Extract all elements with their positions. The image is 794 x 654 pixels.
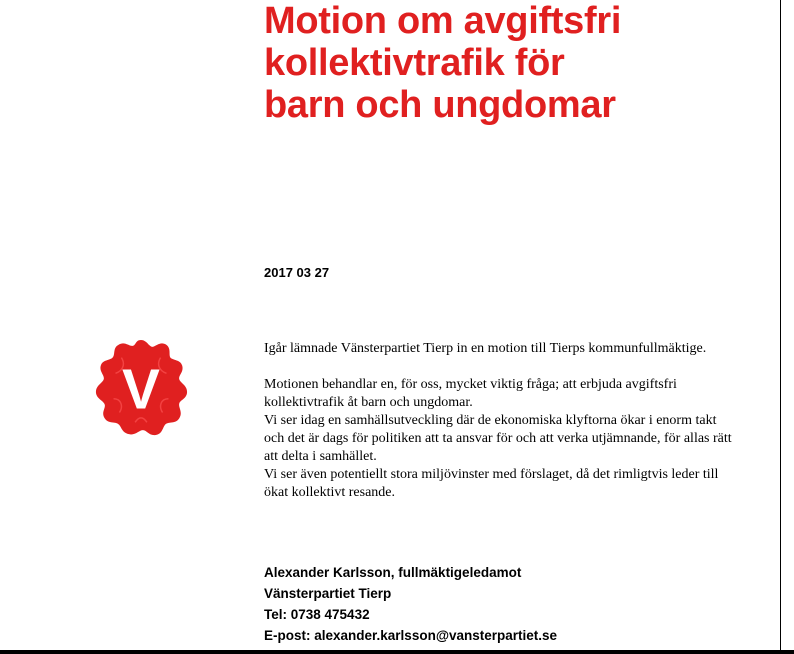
- title-line: barn och ungdomar: [264, 84, 616, 126]
- signature-party: Vänsterpartiet Tierp: [264, 586, 392, 601]
- document-body: [264, 340, 734, 502]
- document-title: [264, 0, 774, 126]
- body-paragraph: Vi ser idag en samhällsutveckling där de ekonomiska klyftorna ökar i enorm takt och det är dags för politiken att ta ansvar för och att verka utjämnande, för allas rätt att delta i samhället.: [264, 413, 732, 464]
- signature-block: [264, 562, 557, 646]
- body-paragraph: Vi ser även potentiellt stora miljövinster med förslaget, då det rimligtvis leder till ökat kollektivt resande.: [264, 467, 719, 500]
- page-bottom-edge: [0, 650, 794, 654]
- logo-letter: V: [122, 358, 160, 422]
- signature-name: Alexander Karlsson, fullmäktigeledamot: [264, 565, 522, 580]
- signature-email: E-post: alexander.karlsson@vansterpartiet.se: [264, 628, 558, 643]
- page-right-edge: [780, 0, 794, 654]
- signature-phone: Tel: 0738 475432: [264, 607, 370, 622]
- title-line: Motion om avgiftsfri: [264, 0, 622, 42]
- vansterpartiet-rose-logo-icon: [92, 338, 190, 436]
- body-paragraph: Igår lämnade Vänsterpartiet Tierp in en motion till Tierps kommunfullmäktige.: [264, 341, 707, 356]
- document-date: 2017 03 27: [264, 265, 330, 280]
- body-paragraph: Motionen behandlar en, för oss, mycket viktig fråga; att erbjuda avgiftsfri kollektivtrafik åt barn och ungdomar.: [264, 377, 677, 410]
- title-line: kollektivtrafik för: [264, 42, 565, 84]
